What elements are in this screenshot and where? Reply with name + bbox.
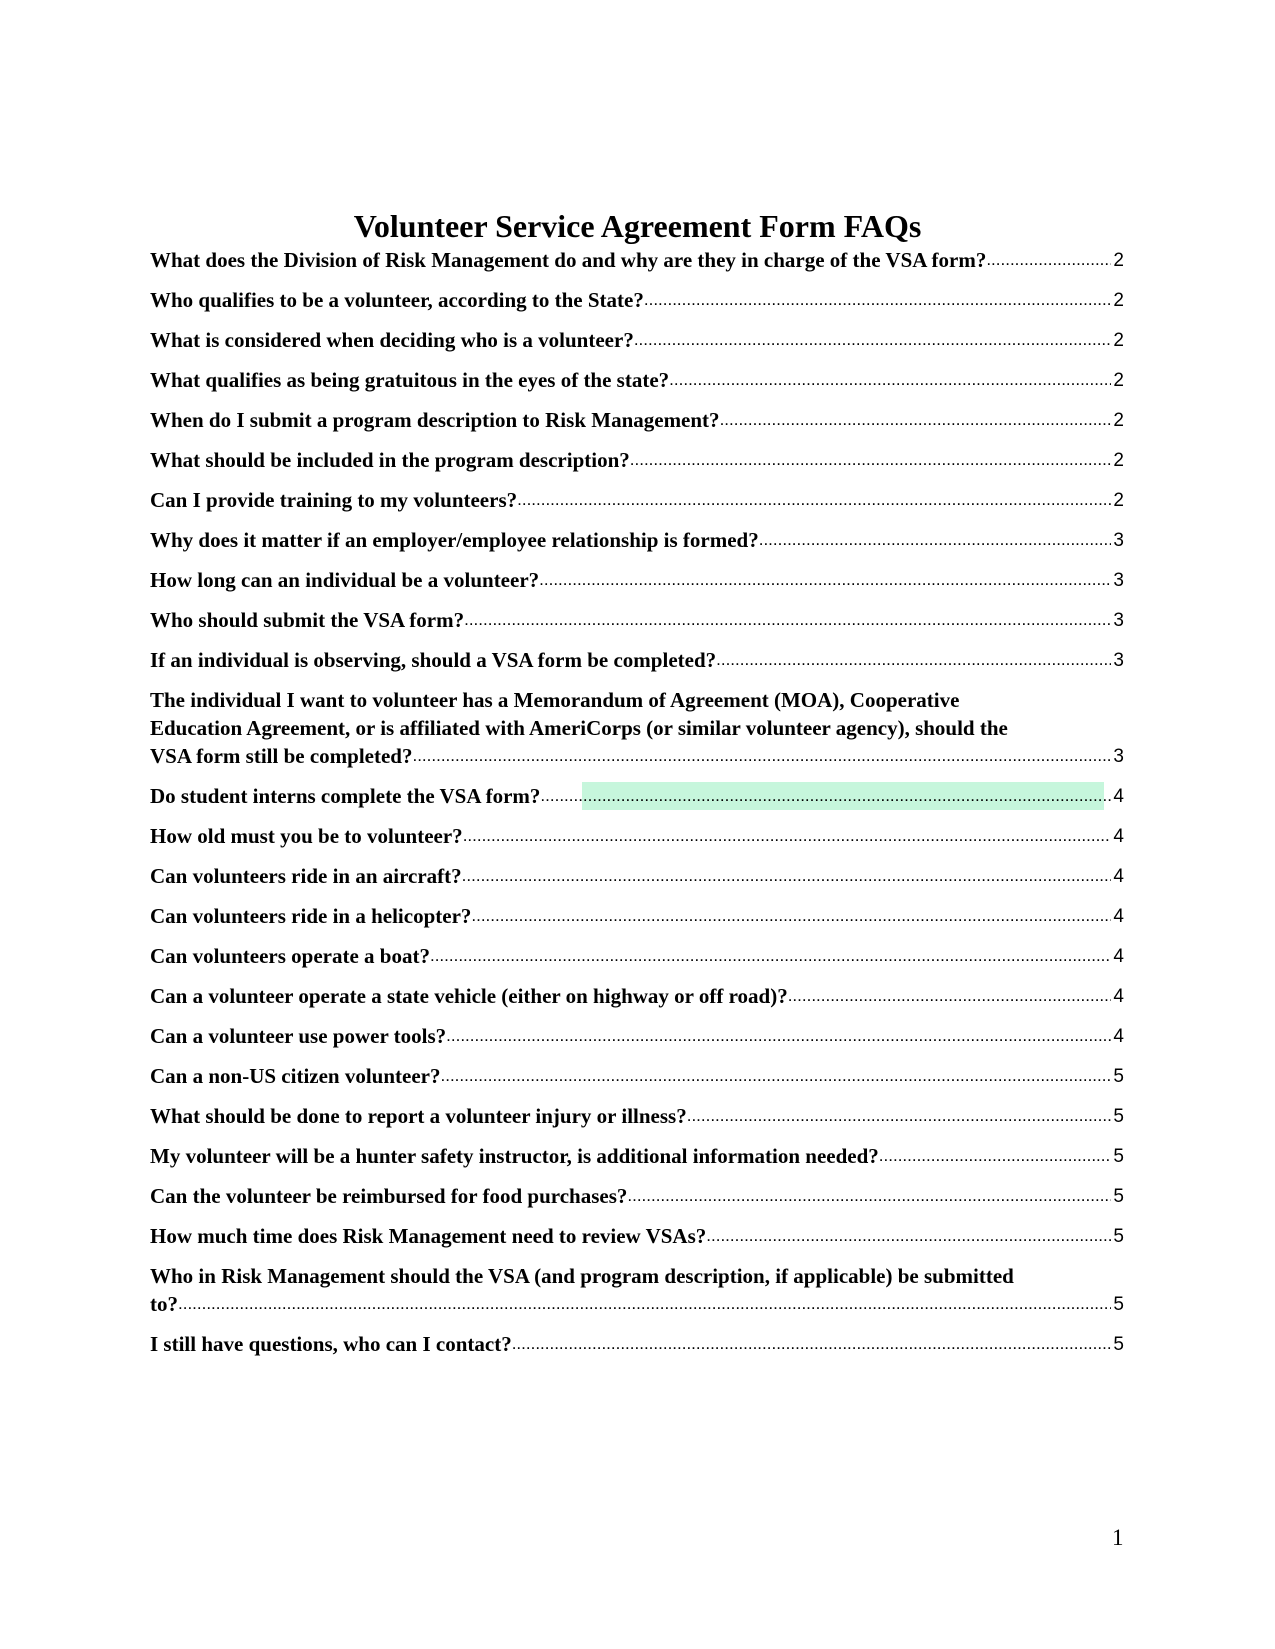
toc-entry-text-line: Who in Risk Management should the VSA (and program description, if applicable) be submitted: [150, 1264, 1014, 1288]
toc-entry-text: Can the volunteer be reimbursed for food purchases?: [150, 1184, 628, 1208]
document-title: Volunteer Service Agreement Form FAQs: [353, 208, 922, 244]
toc-leader-dots: [517, 489, 1111, 514]
toc-leader-dots: [540, 785, 1111, 810]
toc-page-number: 2: [1113, 490, 1124, 511]
toc-leader-dots: [471, 905, 1111, 930]
toc-page-number: 3: [1113, 746, 1124, 767]
toc-entry[interactable]: [150, 1262, 1124, 1318]
toc-entry-text: Can volunteers operate a boat?: [150, 944, 430, 968]
toc-leader-dots: [512, 1333, 1112, 1358]
toc-entry[interactable]: [150, 646, 1124, 674]
toc-leader-dots: [430, 945, 1111, 970]
toc-entry-text: How old must you be to volunteer?: [150, 824, 463, 848]
toc-entry-text: If an individual is observing, should a VSA form be completed?: [150, 648, 717, 672]
toc-entry[interactable]: [150, 1330, 1124, 1358]
toc-leader-dots: [627, 1185, 1111, 1210]
toc-entry[interactable]: [150, 1022, 1124, 1050]
toc-page-number: 5: [1113, 1066, 1124, 1087]
toc-leader-dots: [412, 745, 1111, 770]
toc-entry[interactable]: [150, 446, 1124, 474]
toc-entry[interactable]: [150, 822, 1124, 850]
toc-entry-text: Can a non-US citizen volunteer?: [150, 1064, 441, 1088]
toc-entry[interactable]: [150, 406, 1124, 434]
toc-leader-dots: [446, 1025, 1111, 1050]
toc-leader-dots: [706, 1225, 1111, 1250]
toc-entry[interactable]: [150, 942, 1124, 970]
toc-page-number: 3: [1113, 650, 1124, 671]
toc-leader-dots: [178, 1293, 1111, 1318]
toc-page-number: 2: [1113, 330, 1124, 351]
toc-entry-text: Can a volunteer operate a state vehicle (either on highway or off road)?: [150, 984, 788, 1008]
toc-leader-dots: [462, 865, 1112, 890]
toc-page-number: 2: [1113, 290, 1124, 311]
toc-entry-text: How long can an individual be a volunteer?: [150, 568, 540, 592]
toc-entry-text: Can I provide training to my volunteers?: [150, 488, 518, 512]
toc-page-number: 5: [1113, 1226, 1124, 1247]
toc-leader-dots: [986, 249, 1111, 274]
toc-leader-dots: [630, 449, 1112, 474]
toc-page-number: 5: [1113, 1146, 1124, 1167]
toc-page-number: 5: [1113, 1294, 1124, 1315]
toc-page-number: 4: [1113, 866, 1124, 887]
toc-entry-text: Who qualifies to be a volunteer, according to the State?: [150, 288, 644, 312]
toc-leader-dots: [716, 649, 1111, 674]
toc-entry[interactable]: [150, 1182, 1124, 1210]
toc-entry[interactable]: [150, 526, 1124, 554]
toc-leader-dots: [539, 569, 1111, 594]
toc-entry-text: When do I submit a program description to Risk Management?: [150, 408, 720, 432]
toc-entry-text: How much time does Risk Management need to review VSAs?: [150, 1224, 707, 1248]
toc-entry[interactable]: [150, 486, 1124, 514]
toc-entry-text: What should be included in the program description?: [150, 448, 630, 472]
toc-entry[interactable]: [150, 1222, 1124, 1250]
toc-entry-text: Who should submit the VSA form?: [150, 608, 465, 632]
toc-entry[interactable]: [150, 862, 1124, 890]
toc-page-number: 3: [1113, 570, 1124, 591]
toc-leader-dots: [644, 289, 1112, 314]
toc-leader-dots: [687, 1105, 1112, 1130]
toc-entry-text-line: to?: [150, 1292, 178, 1316]
toc-entry[interactable]: [150, 566, 1124, 594]
toc-page-number: 2: [1113, 450, 1124, 471]
table-of-contents: [150, 246, 1124, 1370]
toc-entry[interactable]: [150, 1142, 1124, 1170]
toc-entry-text-line: Education Agreement, or is affiliated with AmeriCorps (or similar volunteer agency), should the: [150, 716, 1008, 740]
toc-leader-dots: [788, 985, 1112, 1010]
toc-entry-text: What does the Division of Risk Management do and why are they in charge of the VSA form?: [150, 248, 987, 272]
toc-entry[interactable]: [150, 1102, 1124, 1130]
toc-page-number: 3: [1113, 530, 1124, 551]
toc-entry[interactable]: [150, 902, 1124, 930]
toc-entry-text-line: VSA form still be completed?: [150, 744, 413, 768]
toc-leader-dots: [463, 825, 1112, 850]
toc-leader-dots: [720, 409, 1112, 434]
toc-page-number: 5: [1113, 1106, 1124, 1127]
toc-page-number: 4: [1113, 986, 1124, 1007]
toc-leader-dots: [464, 609, 1111, 634]
toc-page-number: 2: [1113, 410, 1124, 431]
toc-entry-text: I still have questions, who can I contact?: [150, 1332, 512, 1356]
toc-entry[interactable]: [150, 326, 1124, 354]
toc-entry-text: Do student interns complete the VSA form?: [150, 784, 541, 808]
toc-leader-dots: [669, 369, 1111, 394]
toc-leader-dots: [634, 329, 1112, 354]
toc-entry-text: Can volunteers ride in a helicopter?: [150, 904, 472, 928]
toc-entry[interactable]: [150, 982, 1124, 1010]
toc-entry[interactable]: [150, 1062, 1124, 1090]
toc-leader-dots: [879, 1145, 1112, 1170]
toc-entry[interactable]: [150, 286, 1124, 314]
toc-entry-text: What qualifies as being gratuitous in the eyes of the state?: [150, 368, 670, 392]
toc-page-number: 5: [1113, 1186, 1124, 1207]
toc-page-number: 2: [1113, 370, 1124, 391]
toc-entry[interactable]: [150, 686, 1124, 770]
toc-entry[interactable]: [150, 246, 1124, 274]
toc-entry-text: Can a volunteer use power tools?: [150, 1024, 447, 1048]
toc-page-number: 4: [1113, 786, 1124, 807]
toc-entry-highlighted[interactable]: [150, 782, 1124, 810]
toc-entry-text-line: The individual I want to volunteer has a Memorandum of Agreement (MOA), Cooperative: [150, 688, 960, 712]
toc-entry-text: What is considered when deciding who is a volunteer?: [150, 328, 634, 352]
page-number: 1: [1112, 1525, 1124, 1550]
toc-page-number: 5: [1113, 1334, 1124, 1355]
toc-page-number: 4: [1113, 1026, 1124, 1047]
toc-entry[interactable]: [150, 606, 1124, 634]
toc-leader-dots: [759, 529, 1112, 554]
toc-entry-text: Why does it matter if an employer/employee relationship is formed?: [150, 528, 759, 552]
toc-page-number: 4: [1113, 946, 1124, 967]
toc-page-number: 3: [1113, 610, 1124, 631]
toc-leader-dots: [441, 1065, 1112, 1090]
toc-entry[interactable]: [150, 366, 1124, 394]
toc-page-number: 4: [1113, 826, 1124, 847]
toc-page-number: 2: [1113, 250, 1124, 271]
toc-entry-text: My volunteer will be a hunter safety instructor, is additional information needed?: [150, 1144, 879, 1168]
toc-entry-text: Can volunteers ride in an aircraft?: [150, 864, 462, 888]
toc-entry-text: What should be done to report a volunteer injury or illness?: [150, 1104, 687, 1128]
toc-page-number: 4: [1113, 906, 1124, 927]
